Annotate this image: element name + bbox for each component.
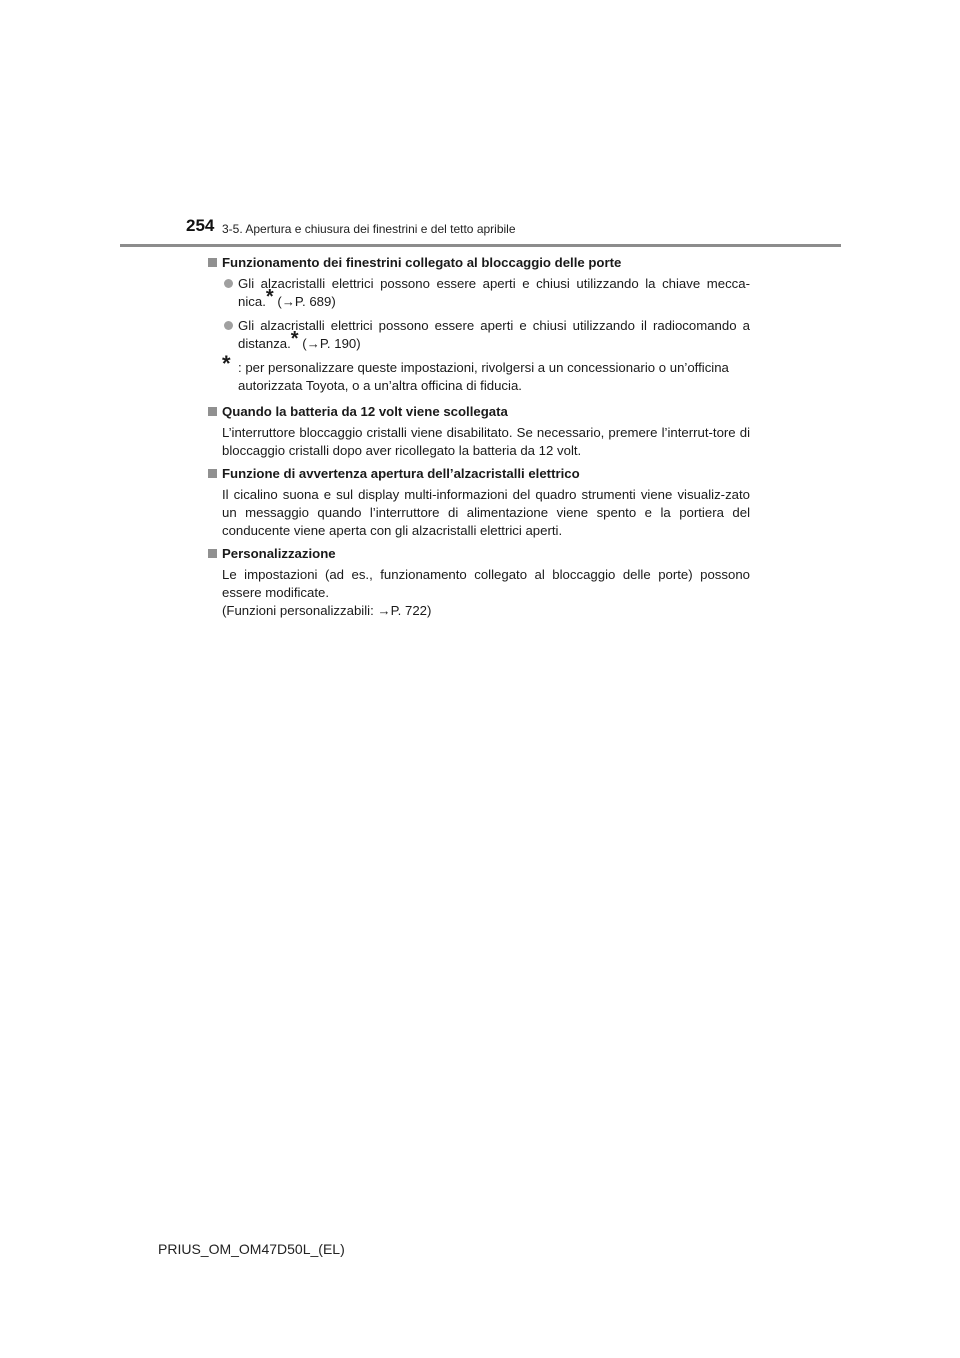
section-body: L’interruttore bloccaggio cristalli viene disabilitato. Se necessario, premere l’interrut-tore di bloccaggio cristalli dopo aver ricollegato la batteria da 12 volt. bbox=[222, 425, 750, 458]
bullet-text: Gli alzacristalli elettrici possono essere aperti e chiusi utilizzando la chiave mecca-nica. bbox=[238, 276, 750, 309]
section-heading: Funzionamento dei finestrini collegato al bloccaggio delle porte bbox=[208, 254, 750, 272]
document-code: PRIUS_OM_OM47D50L_(EL) bbox=[158, 1241, 345, 1257]
footnote bbox=[208, 351, 750, 395]
header-divider bbox=[120, 244, 841, 247]
section-body: Le impostazioni (ad es., funzionamento collegato al bloccaggio delle porte) possono essere modificate. bbox=[222, 567, 750, 600]
square-bullet-icon bbox=[208, 258, 217, 267]
section-body: Il cicalino suona e sul display multi-informazioni del quadro strumenti viene visualiz-zato un messaggio quando l’interruttore di alimentazione viene spento e la portiera del conducente viene aperta con gli alzacristalli elettrici aperti. bbox=[222, 487, 750, 538]
page-number: 254 bbox=[186, 216, 215, 235]
bullet-text: Gli alzacristalli elettrici possono essere aperti e chiusi utilizzando il radiocomando a distanza. bbox=[238, 318, 750, 351]
list-item bbox=[208, 317, 750, 353]
section-heading: Funzione di avvertenza apertura dell’alzacristalli elettrico bbox=[208, 465, 750, 483]
page-reference: (→P. 689) bbox=[273, 294, 336, 309]
section-open-window-warning bbox=[208, 465, 750, 540]
section-battery-disconnected bbox=[208, 403, 750, 460]
footnote-marker: * bbox=[265, 286, 274, 308]
section-window-lock-link bbox=[208, 254, 750, 395]
square-bullet-icon bbox=[208, 469, 217, 478]
chapter-title: 3-5. Apertura e chiusura dei finestrini e del tetto apribile bbox=[222, 222, 516, 236]
page-reference: (→P. 190) bbox=[298, 336, 361, 351]
section-customization bbox=[208, 545, 750, 620]
page-content bbox=[208, 254, 750, 625]
square-bullet-icon bbox=[208, 407, 217, 416]
footnote-star: * bbox=[222, 351, 231, 376]
section-heading: Personalizzazione bbox=[208, 545, 750, 563]
round-bullet-icon bbox=[224, 321, 233, 330]
footnote-text: : per personalizzare queste impostazioni, rivolgersi a un concessionario o un’officina autorizzata Toyota, o a un’altra officina di fiducia. bbox=[238, 360, 729, 393]
round-bullet-icon bbox=[224, 279, 233, 288]
section-body-reference: (Funzioni personalizzabili: →P. 722) bbox=[222, 603, 432, 618]
square-bullet-icon bbox=[208, 549, 217, 558]
section-heading: Quando la batteria da 12 volt viene scollegata bbox=[208, 403, 750, 421]
list-item bbox=[208, 275, 750, 311]
footnote-marker: * bbox=[290, 328, 299, 350]
